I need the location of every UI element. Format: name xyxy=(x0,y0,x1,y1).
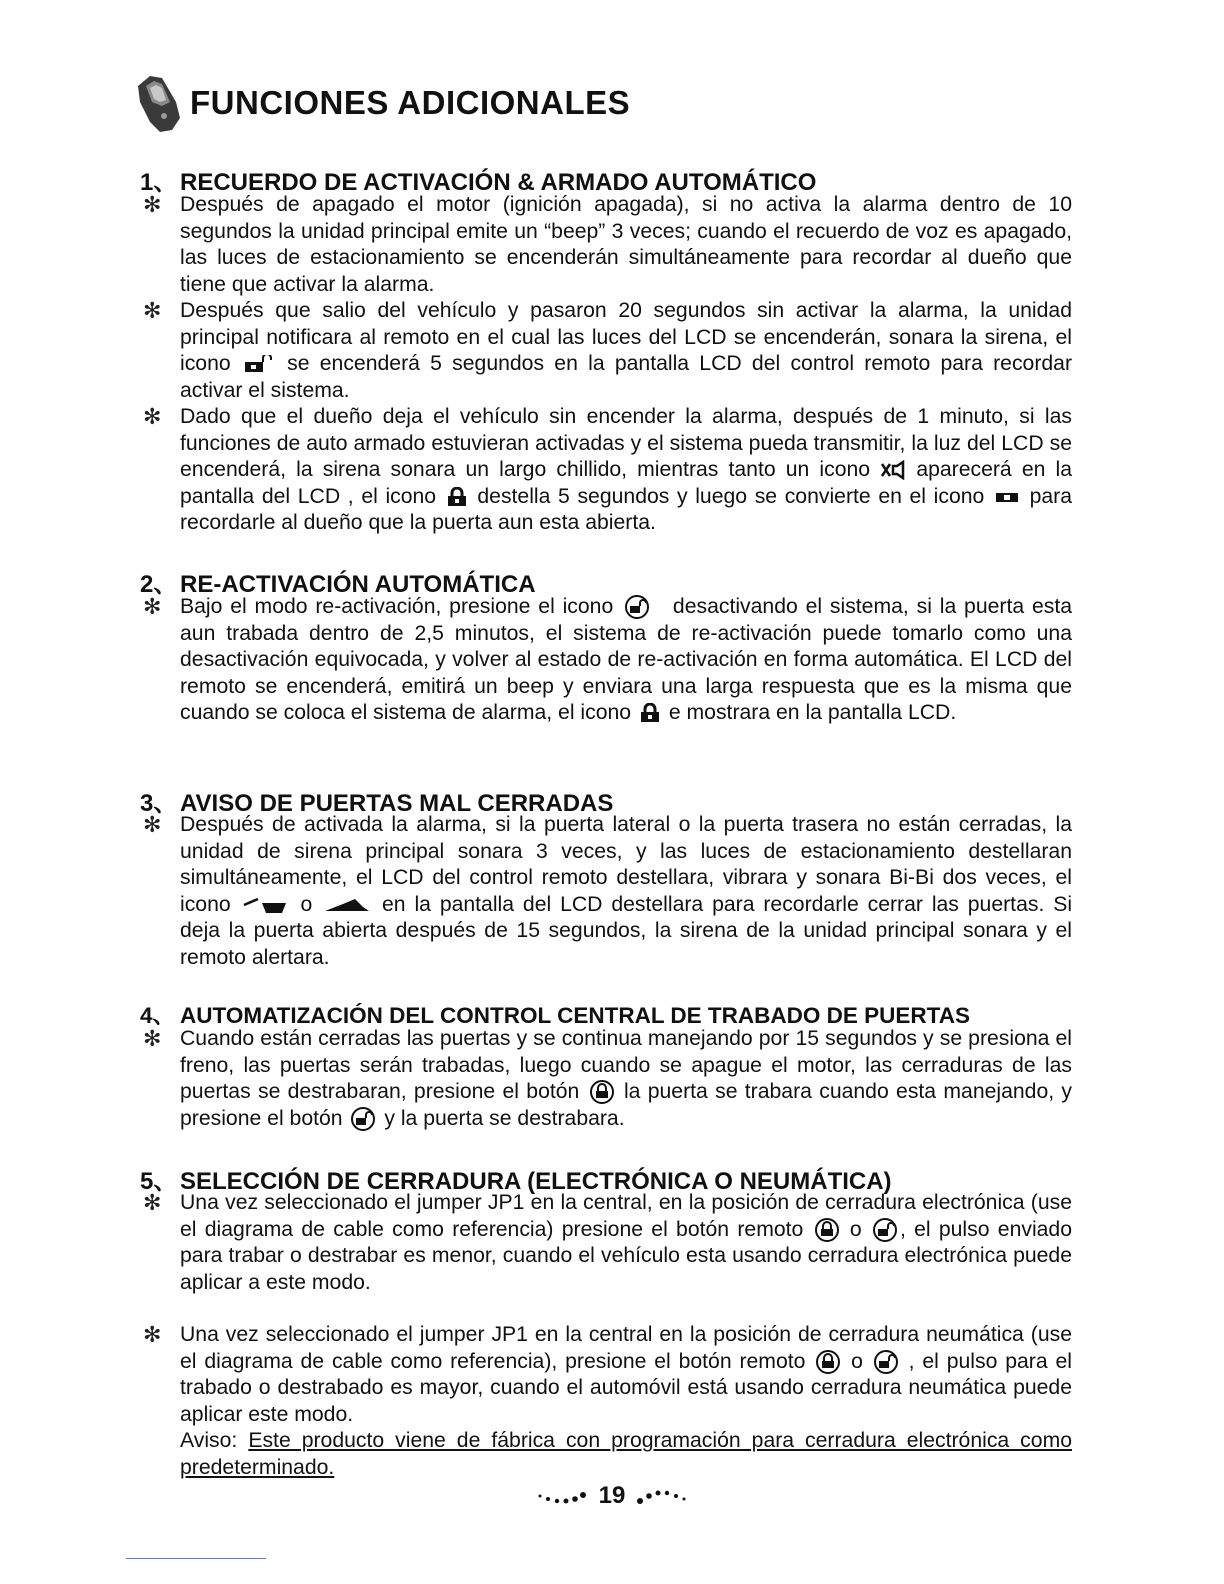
section-title: RECUERDO DE ACTIVACIÓN & ARMADO AUTOMÁTICO xyxy=(180,169,817,196)
dots-right-icon xyxy=(632,1487,688,1507)
locked-bar-icon xyxy=(992,489,1022,505)
section-number: 5、 xyxy=(140,1168,178,1195)
notice-label: Aviso: xyxy=(180,1429,238,1452)
section-number: 3、 xyxy=(140,790,178,817)
section-title: AVISO DE PUERTAS MAL CERRADAS xyxy=(180,790,614,817)
bullet-icon: ✻ xyxy=(143,404,162,429)
lock-button-icon xyxy=(813,1349,843,1375)
footer-rule xyxy=(126,1558,266,1559)
bullet-icon: ✻ xyxy=(143,1026,162,1051)
page-title: FUNCIONES ADICIONALES xyxy=(190,84,631,121)
lock-button-icon xyxy=(587,1079,617,1105)
section-title: SELECCIÓN DE CERRADURA (ELECTRÓNICA O NEUMÁTICA) xyxy=(180,1168,892,1195)
lock-icon xyxy=(637,703,663,723)
paragraph: Cuando están cerradas las puertas y se continua manejando por 15 segundos y se presiona el freno, las puertas serán trabadas, luego cuando se apague el motor, las cerraduras de las puertas se destrabaran, presione el botón la puerta se trabara cuando esta manejando, y presione el botón y la puerta se destrabara. xyxy=(180,1026,1072,1132)
paragraph: Dado que el dueño deja el vehículo sin encender la alarma, después de 1 minuto, si las funciones de auto armado estuvieran activadas y el sistema pueda transmitir, la luz del LCD se encenderá, la sirena sonara un largo chillido, mientras tanto un icono aparecerá en la pantalla del LCD , el icono destella 5 segundos y luego se convierte en el icono para recordarle al dueño que la puerta aun esta abierta. xyxy=(180,405,1073,534)
bullet-icon: ✻ xyxy=(143,298,162,323)
paragraph: Después de activada la alarma, si la puerta lateral o la puerta trasera no están cerradas, la unidad de sirena principal sonara 3 veces, y las luces de estacionamiento destellaran simultáneamente, el LCD del control remoto destellara, vibrara y sonara Bi-Bi dos veces, el icono o en la pantalla del LCD destellara para recordarle cerrar las puertas. Si deja la puerta abierta después de 15 segundos, la sirena de la unidad principal sonara y el remoto alertara. xyxy=(180,813,1073,969)
paragraph: Después que salio del vehículo y pasaron 20 segundos sin activar la alarma, la unidad principal notificara al remoto en el cual las luces del LCD se encenderán, sonara la sirena, el icono se encenderá 5 segundos en la pantalla LCD del control remoto para recordar activar el sistema. xyxy=(180,299,1073,402)
page-header xyxy=(132,72,630,134)
unlock-button-icon xyxy=(621,594,665,620)
unlock-button-icon xyxy=(871,1349,901,1375)
bullet-icon: ✻ xyxy=(143,594,162,619)
unlock-button-icon xyxy=(870,1217,900,1243)
bullet-icon: ✻ xyxy=(143,812,162,837)
notice xyxy=(180,1428,1072,1481)
lock-button-icon xyxy=(812,1217,842,1243)
section-number: 2、 xyxy=(140,571,178,598)
notice-text: Este producto viene de fábrica con programación para cerradura electrónica como predeterminado. xyxy=(180,1429,1072,1479)
trunk-open-icon xyxy=(321,895,373,915)
horn-icon xyxy=(880,460,906,480)
unlock-button-icon xyxy=(348,1106,378,1132)
section-title: RE-ACTIVACIÓN AUTOMÁTICA xyxy=(180,571,536,598)
door-open-icon xyxy=(240,895,292,915)
paragraph: Después de apagado el motor (ignición apagada), si no activa la alarma dentro de 10 segundos la unidad principal emite un “beep” 3 veces; cuando el recuerdo de voz es apagado, las luces de estacionamiento se encenderán simultáneamente para recordar al dueño que tiene que activar la alarma. xyxy=(180,193,1072,296)
unlock-icon xyxy=(241,355,277,373)
bullet-icon: ✻ xyxy=(143,192,162,217)
section-title: AUTOMATIZACIÓN DEL CONTROL CENTRAL DE TRABADO DE PUERTAS xyxy=(180,1003,971,1028)
bullet-icon: ✻ xyxy=(143,1190,162,1215)
section-number: 4、 xyxy=(140,1003,176,1028)
paragraph: Bajo el modo re-activación, presione el icono desactivando el sistema, si la puerta esta aun trabada dentro de 2,5 minutos, el sistema de re-activación puede tomarlo como una desactivación equivocada, y volver al estado de re-activación en forma automática. El LCD del remoto se encenderá, emitirá un beep y enviara una larga respuesta que es la misma que cuando se coloca el sistema de alarma, el icono e mostrara en la pantalla LCD. xyxy=(180,595,1072,724)
page-footer xyxy=(0,1482,1224,1510)
page-number: 19 xyxy=(598,1482,626,1509)
paragraph: Una vez seleccionado el jumper JP1 en la central, en la posición de cerradura electrónica (use el diagrama de cable como referencia) presione el botón remoto o , el pulso enviado para trabar o destrabar es menor, cuando el vehículo esta usando cerradura electrónica puede aplicar a este modo. xyxy=(180,1191,1073,1294)
bullet-icon: ✻ xyxy=(143,1322,162,1347)
section-number: 1、 xyxy=(140,169,178,196)
lock-icon xyxy=(444,487,470,507)
dots-left-icon xyxy=(536,1487,592,1507)
paragraph: Una vez seleccionado el jumper JP1 en la central en la posición de cerradura neumática (use el diagrama de cable como referencia), presione el botón remoto o , el pulso para el trabado o destrabado es mayor, cuando el automóvil está usando cerradura neumática puede aplicar este modo. Aviso: Este producto viene de fábrica con programación para cerradura electrónica como predeterminado. xyxy=(180,1322,1072,1481)
remote-control-icon xyxy=(132,72,184,134)
